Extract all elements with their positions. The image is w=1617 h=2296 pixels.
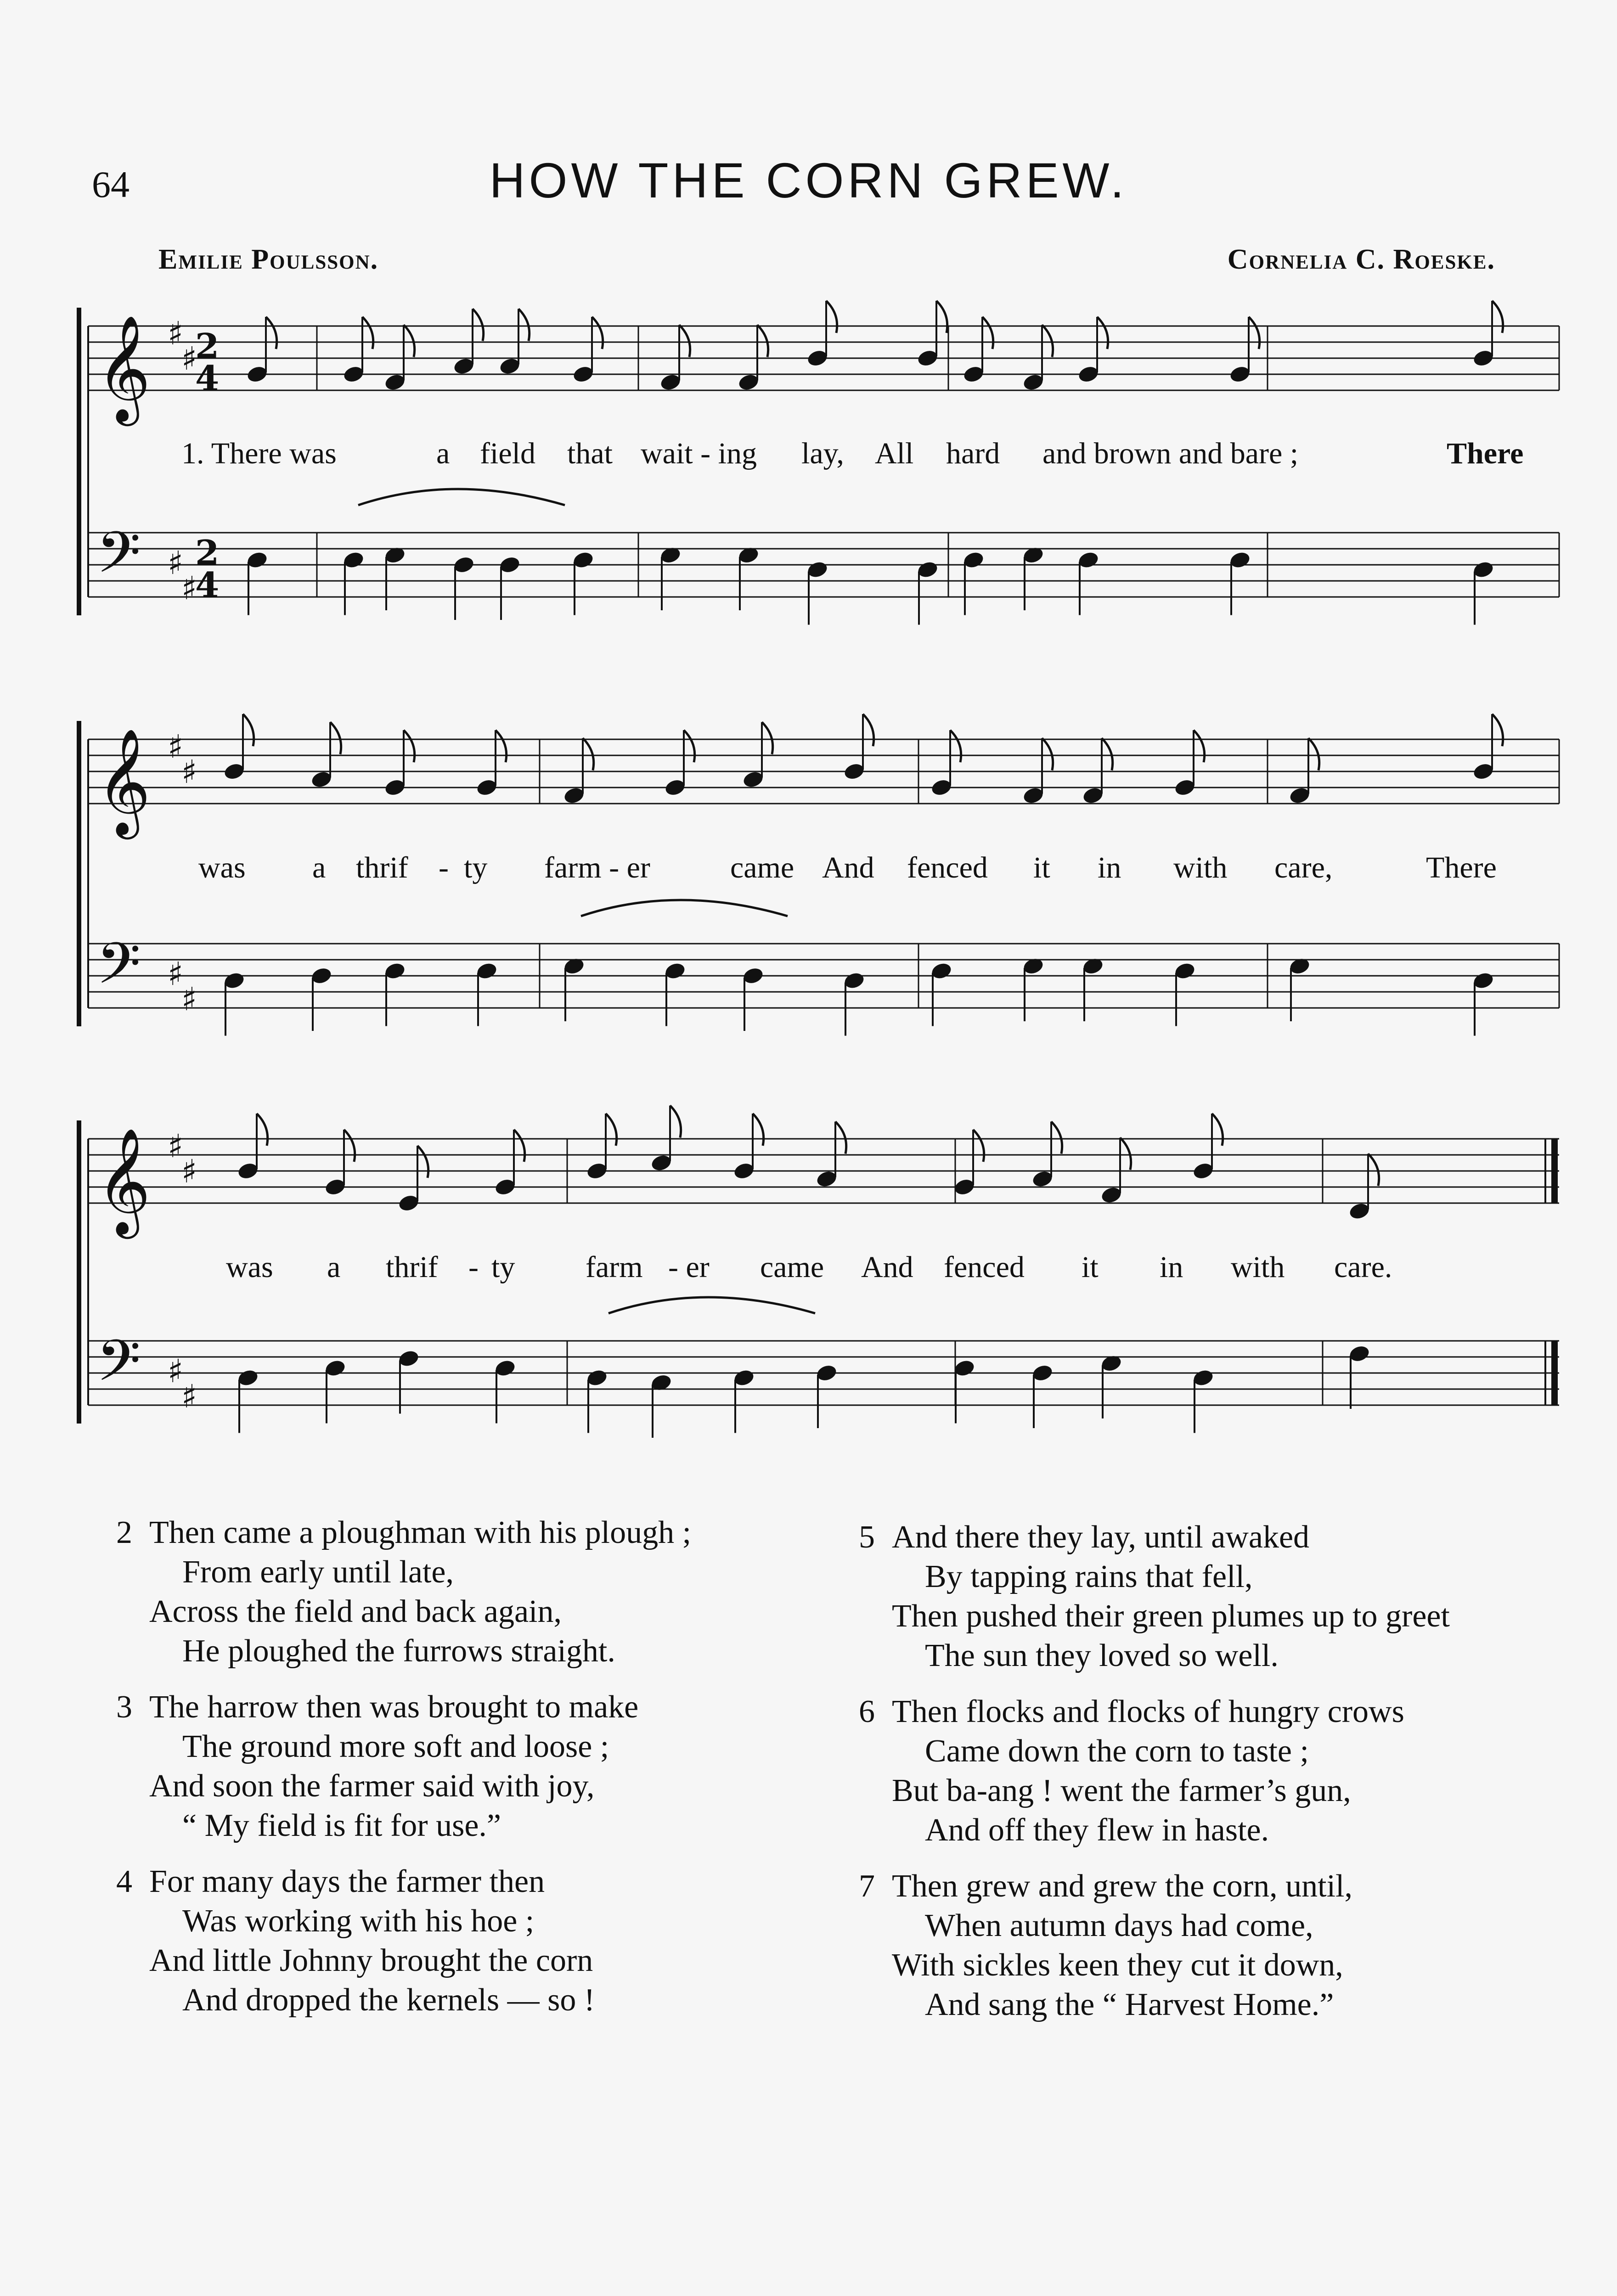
verse-number: 7 [859,1868,875,1904]
note-flag [684,730,695,762]
bass-clef-icon: 𝄢 [96,931,141,1011]
verse-line: The harrow then was brought to make [149,1689,639,1725]
verse-line: Across the field and back again, [149,1594,562,1629]
verse-line: Then flocks and flocks of hungry crows [892,1694,1404,1729]
note-flag [518,309,530,341]
verse-line: He ploughed the furrows straight. [182,1633,615,1669]
lyric-s3-3: thrif [386,1250,438,1284]
sharp-icon: ♯ [181,1378,197,1415]
verse-number: 6 [859,1694,875,1729]
slur [581,900,788,916]
verse-line: But ba-ang ! went the farmer’s gun, [892,1773,1351,1808]
note-flag [1212,1114,1223,1146]
note-flag [670,1106,681,1138]
verse-line: With sickles keen they cut it down, [892,1947,1343,1983]
lyricist-credit: Emilie Poulsson. [158,244,379,275]
lyric-s2-9: fenced [907,851,988,884]
verse-7 [859,1867,1353,2025]
note-flag [679,325,690,357]
treble-clef-icon: 𝄞 [96,728,151,835]
verse-2 [116,1513,692,1671]
note-flag [344,1130,355,1162]
lyric-s1-3: field [480,437,535,470]
verse-line: And sang the “ Harvest Home.” [925,1987,1334,2022]
lyric-s2-11: in [1098,851,1121,884]
lyric-s3-10: fenced [944,1250,1025,1284]
note-flag [496,730,507,762]
sharp-icon: ♯ [168,315,183,352]
lyric-s2-5: ty [464,851,488,884]
note-flag [330,722,341,754]
sharp-icon: ♯ [181,753,197,791]
lyric-s3-4: - [468,1250,479,1284]
lyric-s1-10: There [1447,437,1524,470]
lyric-s3-14: care. [1334,1250,1392,1284]
page-number: 64 [92,163,130,205]
verse-line: For many days the farmer then [149,1864,545,1899]
lyric-s2-13: care, [1274,851,1333,884]
lyric-s2-8: And [822,851,874,884]
note-flag [243,714,254,746]
note-flag [606,1114,617,1146]
lyric-s1-4: that [567,437,613,470]
composer-credit: Cornelia C. Roeske. [1227,244,1495,275]
verse-line: And off they flew in haste. [925,1812,1269,1848]
lyric-s1-2: a [436,437,450,470]
lyric-s3-9: And [861,1250,913,1284]
lyric-s3-13: with [1231,1250,1285,1284]
lyric-s2-10: it [1033,851,1050,884]
note-flag [1051,1122,1062,1154]
lyric-s3-11: it [1082,1250,1099,1284]
time-signature-top: 2 [195,326,220,366]
lyric-s3-7: - er [668,1250,710,1284]
sharp-icon: ♯ [181,569,197,607]
lyric-s1-8: hard [946,437,1000,470]
verse-line: By tapping rains that fell, [925,1559,1253,1594]
lyric-s2-12: with [1173,851,1228,884]
verse-line: Came down the corn to taste ; [925,1733,1309,1769]
note-flag [1492,301,1503,333]
slur [358,489,565,505]
bass-clef-icon: 𝄢 [96,1328,141,1408]
verse-6 [859,1692,1404,1850]
lyric-s2-1: was [198,851,246,884]
note-flag [1308,738,1319,771]
lyric-s2-14: There [1426,851,1497,884]
verse-line: Then pushed their green plumes up to greet [892,1598,1450,1634]
note-flag [936,301,947,333]
note-flag [417,1146,428,1178]
note-flag [362,317,373,349]
note-flag [863,714,874,746]
lyric-s1-1: 1. There was [181,437,337,470]
verse-number: 2 [116,1515,132,1550]
sharp-icon: ♯ [181,340,197,377]
time-signature-top: 2 [195,533,220,573]
note-flag [1194,730,1205,762]
note-flag [473,309,484,341]
verse-line: From early until late, [182,1554,454,1590]
note-flag [404,730,415,762]
time-signature-bottom: 4 [195,358,220,399]
verse-line: And there they lay, until awaked [892,1519,1310,1555]
lyric-s2-2: a [312,851,326,884]
verse-line: When autumn days had come, [925,1908,1313,1943]
bass-clef-icon: 𝄢 [96,520,141,600]
lyric-s3-6: farm [586,1250,643,1284]
note-flag [404,325,415,357]
sharp-icon: ♯ [181,1153,197,1190]
lyric-s2-7: came [730,851,794,884]
note-flag [1097,317,1108,349]
note-flag [1042,325,1053,357]
verse-line: “ My field is fit for use.” [182,1808,501,1843]
note-flag [266,317,277,349]
note-flag [1368,1154,1379,1186]
verse-5 [859,1518,1450,1676]
note-flag [1042,738,1053,771]
lyric-s3-8: came [760,1250,824,1284]
note-flag [583,738,594,771]
verse-3 [116,1688,639,1846]
verse-line: Then came a ploughman with his plough ; [149,1515,692,1550]
note-flag [973,1130,984,1162]
verse-line: Was working with his hoe ; [182,1903,535,1939]
slur [608,1297,815,1313]
sharp-icon: ♯ [168,544,183,582]
time-signature-bottom: 4 [195,565,220,605]
sharp-icon: ♯ [168,955,183,993]
lyric-s1-7: All [875,437,914,470]
lyric-s2-6: farm - er [544,851,650,884]
lyric-s1-5: wait - ing [641,437,757,470]
lyric-s3-2: a [327,1250,341,1284]
verse-line: And little Johnny brought the corn [149,1943,593,1978]
lyric-s2-3: thrif [356,851,408,884]
note-flag [1492,714,1503,746]
note-flag [1249,317,1260,349]
verse-line: Then grew and grew the corn, until, [892,1868,1353,1904]
note-flag [757,325,768,357]
lyric-s1-6: lay, [801,437,844,470]
song-title: HOW THE CORN GREW. [489,152,1128,208]
lyric-s2-4: - [439,851,449,884]
sharp-icon: ♯ [168,728,183,765]
note-flag [762,722,773,754]
sharp-icon: ♯ [168,1352,183,1390]
lyric-s1-9: and brown and bare ; [1042,437,1299,470]
note-flag [950,730,961,762]
note-flag [514,1130,525,1162]
note-flag [753,1114,764,1146]
verse-4 [116,1862,595,2020]
verse-line: The sun they loved so well. [925,1638,1279,1673]
note-flag [982,317,993,349]
note-flag [1120,1138,1131,1170]
verse-number: 3 [116,1689,132,1725]
note-flag [826,301,837,333]
lyric-s3-5: ty [491,1250,515,1284]
sharp-icon: ♯ [181,980,197,1018]
lyric-s3-12: in [1160,1250,1183,1284]
treble-clef-icon: 𝄞 [96,1127,151,1234]
verse-line: And soon the farmer said with joy, [149,1768,595,1804]
verse-number: 4 [116,1864,132,1899]
note-flag [1102,738,1113,771]
verse-line: And dropped the kernels — so ! [182,1982,595,2018]
treble-clef-icon: 𝄞 [96,315,151,422]
verse-line: The ground more soft and loose ; [182,1729,609,1764]
sharp-icon: ♯ [168,1127,183,1165]
note-flag [257,1114,268,1146]
lyric-s3-1: was [226,1250,273,1284]
note-flag [592,317,603,349]
note-flag [835,1122,846,1154]
verse-number: 5 [859,1519,875,1555]
